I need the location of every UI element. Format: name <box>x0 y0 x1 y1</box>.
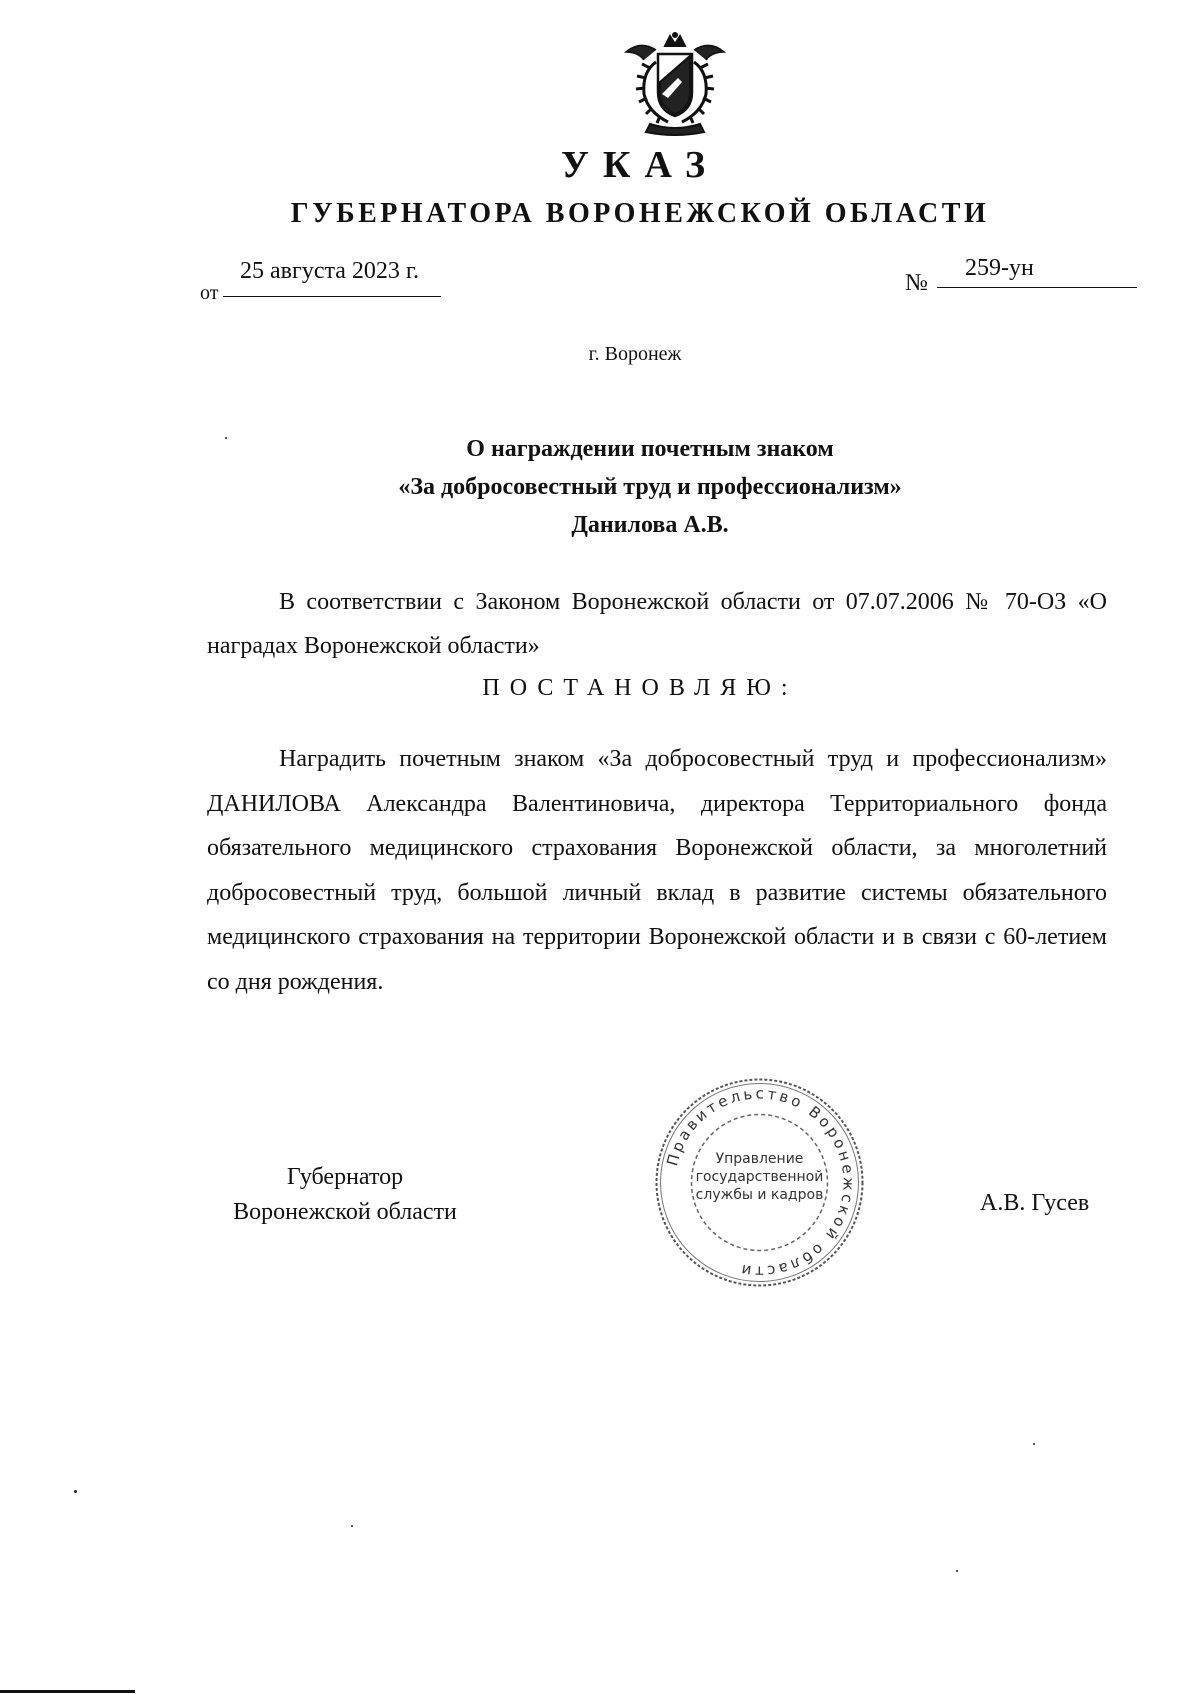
decree-word: ПОСТАНОВЛЯЮ: <box>482 675 798 701</box>
award-paragraph: Наградить почетным знаком «За добросовестный труд и профессионализм» ДАНИЛОВА Александра Валентиновича, директора Территориального фонда обязательного медицинского страхования Воронежской области, за многолетний добросовестный труд, большой личный вклад в развитие системы обязательного медицинского страхования на территории Воронежской области и в связи с 60-летием со дня рождения. <box>207 746 1107 995</box>
official-seal <box>652 1075 867 1290</box>
scan-speck <box>1033 1443 1035 1445</box>
seal-inner-line-1: Управление <box>715 1151 804 1167</box>
heading-line-1: О награждении почетным знаком <box>466 436 834 462</box>
seal-inner-line-3: службы и кадров <box>695 1187 824 1203</box>
heading-line-2: «За добросовестный труд и профессионализм» <box>398 474 902 500</box>
scan-speck <box>225 437 227 439</box>
document-subtitle: ГУБЕРНАТОРА ВОРОНЕЖСКОЙ ОБЛАСТИ <box>290 198 990 229</box>
seal-inner-line-2: государственной <box>695 1169 824 1185</box>
document-heading <box>0 430 1200 544</box>
signatory-name: А.В. Гусев <box>980 1190 1090 1216</box>
date-prefix: от <box>200 282 219 304</box>
coat-of-arms-icon <box>620 32 730 137</box>
signatory-title-line-2: Воронежской области <box>233 1199 457 1225</box>
scan-speck <box>74 1490 77 1493</box>
preamble-paragraph: В соответствии с Законом Воронежской области от 07.07.2006 № 70-ОЗ «О наградах Воронежской области» <box>207 589 1107 659</box>
scan-edge-mark <box>0 1690 135 1693</box>
document-number: 259-ун <box>965 255 1034 281</box>
scan-speck <box>351 1525 353 1527</box>
document-date: 25 августа 2023 г. <box>240 258 420 284</box>
signatory-title-line-1: Губернатор <box>286 1164 404 1190</box>
seal-outer-text: Правительство Воронежской области <box>663 1084 858 1281</box>
number-underline <box>937 287 1137 288</box>
date-underline <box>223 296 441 297</box>
document-title: УКАЗ <box>561 144 719 186</box>
scan-speck <box>956 1570 958 1572</box>
heading-line-3: Данилова А.В. <box>571 512 729 538</box>
signatory-title <box>210 1160 480 1230</box>
number-prefix: № <box>905 270 928 296</box>
city: г. Воронеж <box>588 343 682 365</box>
